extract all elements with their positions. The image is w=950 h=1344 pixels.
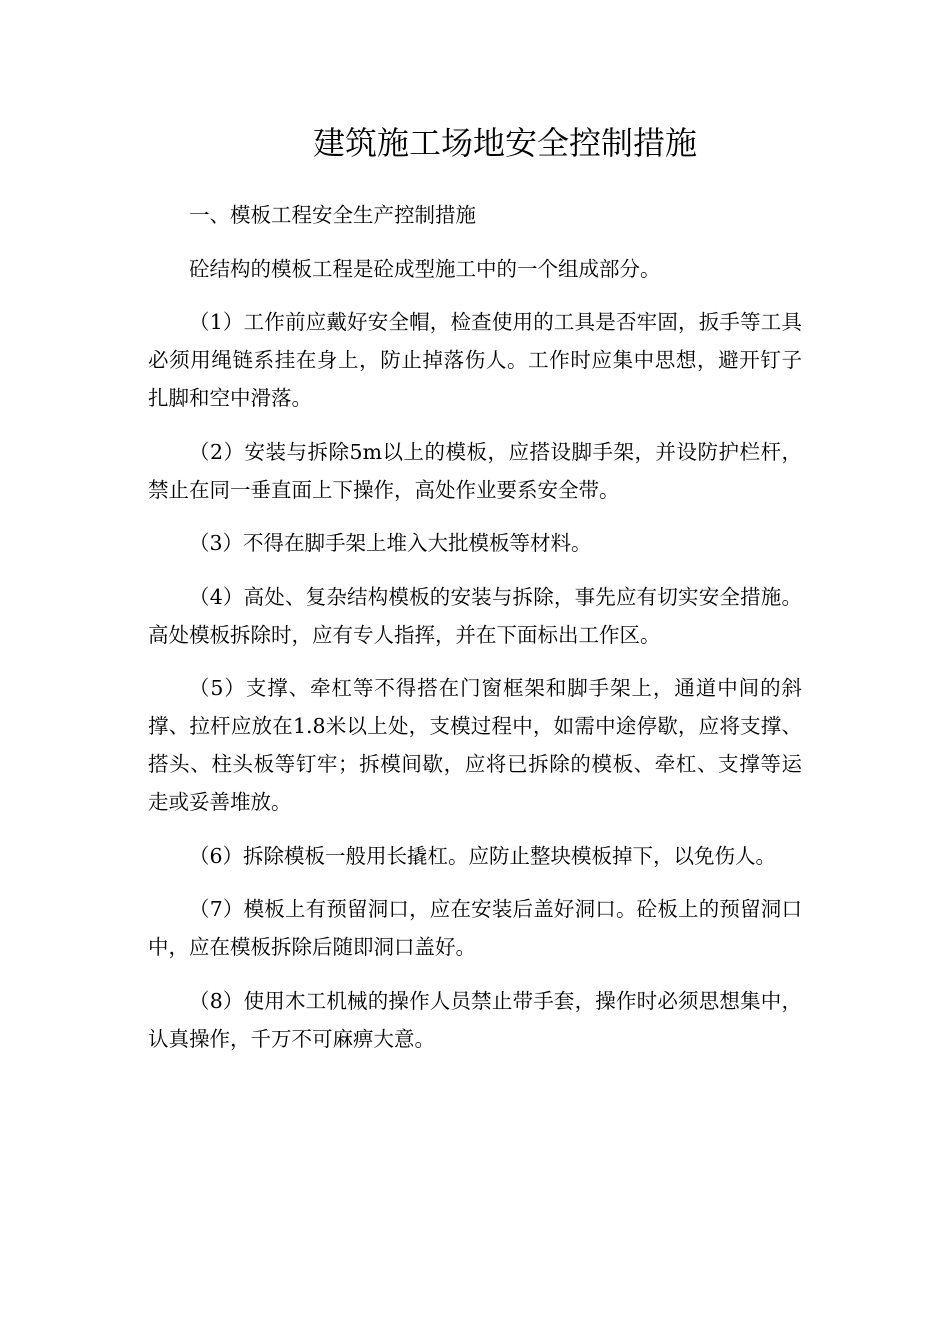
item-paragraph-8: （8）使用木工机械的操作人员禁止带手套，操作时必须思想集中，认真操作，千万不可麻痹大意。 bbox=[148, 988, 802, 1051]
item-paragraph-1: （1）工作前应戴好安全帽，检查使用的工具是否牢固，扳手等工具必须用绳链系挂在身上，防止掉落伤人。工作时应集中思想，避开钉子扎脚和空中滑落。 bbox=[148, 310, 802, 410]
item-paragraph-6: （6）拆除模板一般用长撬杠。应防止整块模板掉下，以免伤人。 bbox=[189, 843, 777, 868]
item-paragraph-4: （4）高处、复杂结构模板的安装与拆除，事先应有切实安全措施。高处模板拆除时，应有专人指挥，并在下面标出工作区。 bbox=[148, 584, 802, 647]
document-title: 建筑施工场地安全控制措施 bbox=[312, 124, 697, 162]
document-body bbox=[148, 196, 802, 1073]
item-paragraph-7: （7）模板上有预留洞口，应在安装后盖好洞口。砼板上的预留洞口中，应在模板拆除后随即洞口盖好。 bbox=[148, 897, 802, 959]
item-paragraph-3: （3）不得在脚手架上堆入大批模板等材料。 bbox=[189, 531, 592, 555]
item-paragraph-2: （2）安装与拆除5m以上的模板，应搭设脚手架，并设防护栏杆，禁止在同一垂直面上下操作，高处作业要系安全带。 bbox=[148, 439, 802, 502]
section-heading: 一、模板工程安全生产控制措施 bbox=[189, 203, 476, 227]
intro-paragraph: 砼结构的模板工程是砼成型施工中的一个组成部分。 bbox=[189, 256, 661, 281]
item-paragraph-5: （5）支撑、牵杠等不得搭在门窗框架和脚手架上，通道中间的斜撑、拉杆应放在1.8米以上处，支模过程中，如需中途停歇，应将支撑、搭头、柱头板等钉牢；拆模间歇，应将已拆除的模板、牵杠、支撑等运走或妥善堆放。 bbox=[148, 676, 802, 814]
